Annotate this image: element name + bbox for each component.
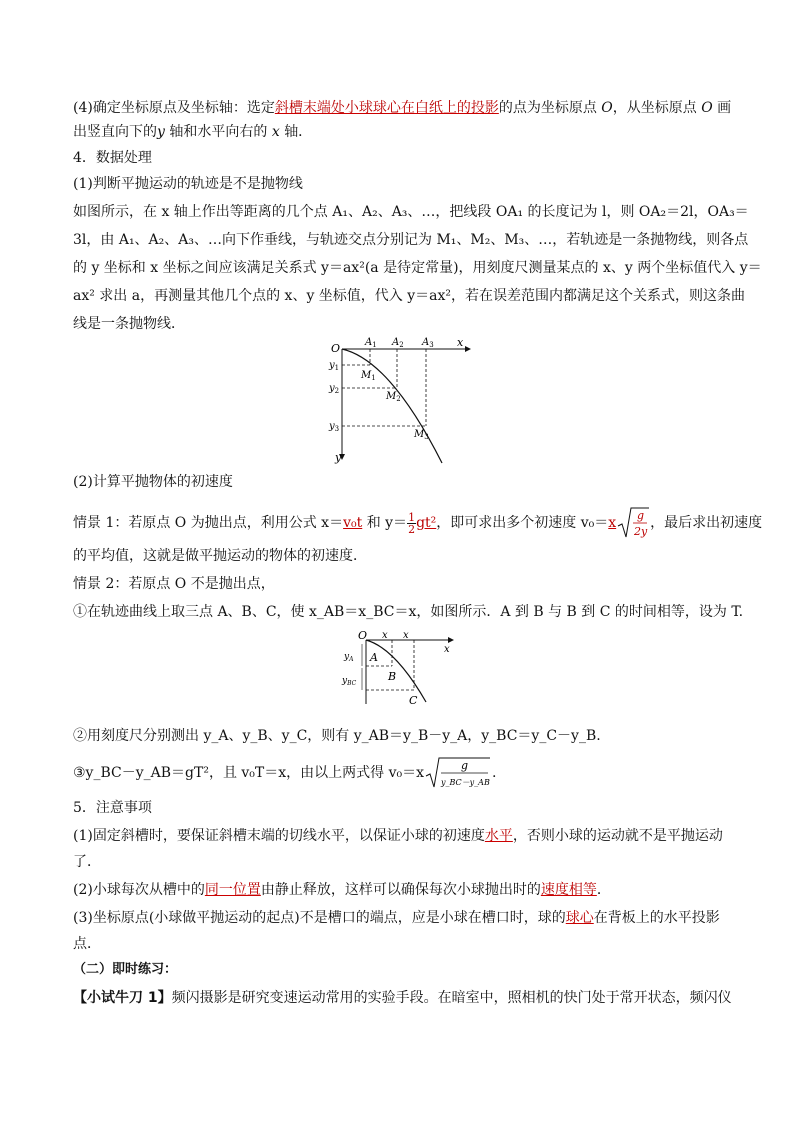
para1-line5: 线是一条抛物线．: [73, 316, 185, 332]
label-yab: $y_A$: [344, 652, 354, 663]
case2-line2: ①在轨迹曲线上取三点 A、B、C，使 x_AB＝x_BC＝x，如图所示．A 到 B 与 B 到 C 的时间相等，设为 T.: [73, 604, 744, 620]
note2-line: (2)小球每次从槽中的同一位置由静止释放，这样可以确保每次小球抛出时的速度相等．: [73, 882, 611, 898]
note1-line1: (1)固定斜槽时，要保证斜槽末端的切线水平，以保证小球的初速度水平，否则小球的运动就不是平抛运动: [73, 828, 723, 844]
label-m2: $M_2$: [386, 391, 401, 403]
x-axis-label: x: [457, 336, 464, 349]
svg-text:g: g: [637, 509, 645, 522]
para1-line2: 3l，由 A₁、A₂、A₃、…向下作垂线，与轨迹交点分别记为 M₁、M₂、M₃、…，若轨迹是一条抛物线，则各点: [73, 232, 749, 248]
step4-line2: 出竖直向下的y 轴和水平向右的 x 轴．: [73, 124, 313, 140]
label-y3: $y_3$: [329, 421, 340, 433]
label-m1: $M_1$: [361, 370, 376, 382]
point-c-label: C: [409, 694, 418, 707]
note3-line1: (3)坐标原点(小球做平抛运动的起点)不是槽口的端点，应是小球在槽口时，球的球心在背板上的水平投影: [73, 910, 720, 926]
note3-line2: 点．: [73, 936, 101, 952]
section-heading-notes: 5．注意事项: [73, 800, 152, 816]
label-a3: $A_3$: [422, 337, 434, 349]
sqrt-g-over-2y: [616, 506, 650, 540]
svg-text:y_BC－y_AB: y_BC－y_AB: [441, 778, 490, 787]
svg-text:2y: 2y: [634, 525, 648, 538]
practice-question: 【小试牛刀 1】频闪摄影是研究变速运动常用的实验手段。在暗室中，照相机的快门处于常开状态，频闪仪: [73, 990, 732, 1006]
trajectory-curve: [342, 349, 442, 463]
label-y1: $y_1$: [329, 360, 340, 372]
subheading-initial-velocity: (2)计算平抛物体的初速度: [73, 474, 233, 490]
y-axis-label: y: [335, 451, 342, 464]
note1-line2: 了．: [73, 854, 101, 870]
case1-line1: 情景 1：若原点 O 为抛出点，利用公式 x＝v₀t 和 y＝ $\frac{1}{2}$ gt²，即可求出多个初速度 v₀＝x g 2y ，最后求出初速度: [73, 506, 723, 540]
label-x2: x: [403, 630, 409, 641]
svg-text:g: g: [461, 759, 469, 772]
origin-label: O: [331, 342, 341, 355]
step3-line: ③y_BC－y_AB＝gT²，且 v₀T＝x，由以上两式得 v₀＝x g y_BC－y_AB .: [73, 756, 723, 790]
sqrt-g-over-ybc-yab: [424, 756, 492, 790]
subheading-parabola: (1)判断平抛运动的轨迹是不是抛物线: [73, 176, 303, 192]
figure-three-points: [340, 630, 460, 710]
point-b-label: B: [388, 670, 397, 683]
figure-trajectory-parabola: [325, 336, 475, 466]
label-ybc: $y_{BC}$: [342, 676, 357, 687]
label-m3: $M_3$: [414, 429, 429, 441]
label-a2: $A_2$: [392, 337, 404, 349]
para1-line3: 的 y 坐标和 x 坐标之间应该满足关系式 y＝ax²(a 是待定常量)，用刻度尺测量某点的 x、y 两个坐标值代入 y＝: [73, 260, 762, 276]
x-axis-arrow: [465, 346, 471, 352]
fraction-one-half: $\frac{1}{2}$: [408, 510, 416, 536]
para1-line1: 如图所示，在 x 轴上作出等距离的几个点 A₁、A₂、A₃、…，把线段 OA₁ 的长度记为 l，则 OA₂＝2l，OA₃＝: [73, 204, 749, 220]
step4-line1: (4)确定坐标原点及坐标轴：选定斜槽末端处小球球心在白纸上的投影的点为坐标原点 O，从坐标原点 O 画: [73, 100, 732, 116]
section-heading-data: 4．数据处理: [73, 150, 152, 166]
label-a1: $A_1$: [365, 337, 377, 349]
x-axis-arrow: [448, 637, 454, 643]
x-axis-label: x: [444, 644, 450, 655]
case1-line2: 的平均值，这就是做平抛运动的物体的初速度．: [73, 548, 367, 564]
para1-line4: ax² 求出 a，再测量其他几个点的 x、y 坐标值，代入 y＝ax²，若在误差范围内都满足这个关系式，则这条曲: [73, 288, 746, 304]
point-a-label: A: [370, 651, 378, 664]
practice-heading: （二）即时练习：: [73, 962, 178, 977]
case2-line1: 情景 2：若原点 O 不是抛出点，: [73, 576, 275, 592]
label-y2: $y_2$: [329, 383, 340, 395]
step2-line: ②用刻度尺分别测出 y_A、y_B、y_C，则有 y_AB＝y_B－y_A，y_BC＝y_C－y_B.: [73, 728, 601, 744]
origin-label: O: [358, 630, 368, 642]
label-x1: x: [382, 630, 388, 641]
